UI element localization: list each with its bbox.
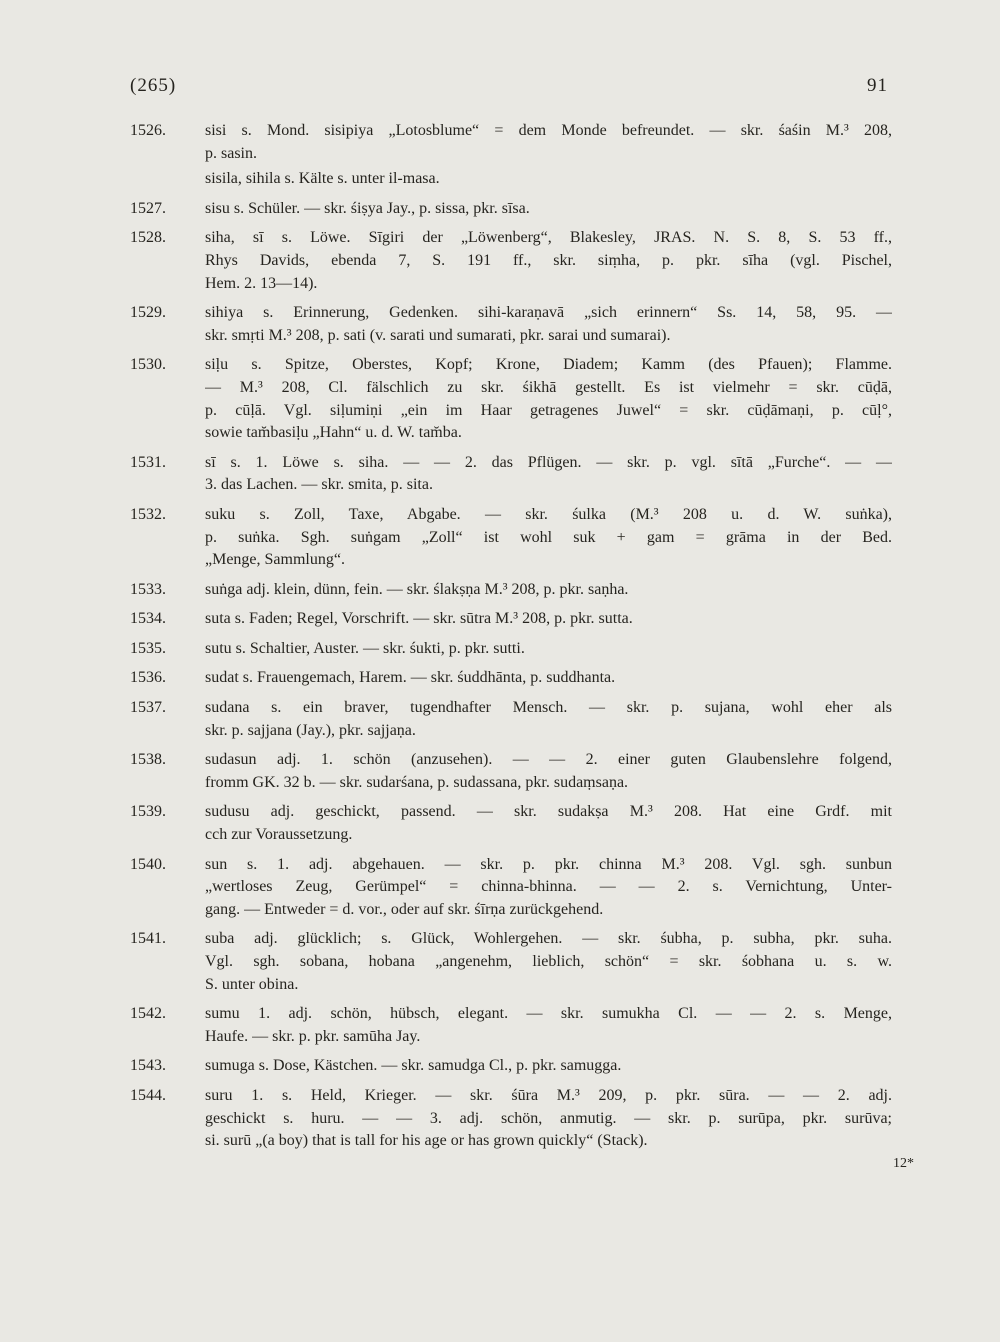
entry-number: 1530. — [130, 356, 166, 374]
dictionary-entry — [130, 504, 892, 572]
dictionary-entry — [130, 667, 892, 690]
entry-line: sumu 1. adj. schön, hübsch, elegant. — skr. sumukha Cl. — — 2. s. Menge, — [205, 1005, 892, 1023]
entry-line: 3. das Lachen. — skr. smita, p. sita. — [205, 476, 433, 494]
entry-number: 1542. — [130, 1005, 166, 1023]
entry-line: p. sasin. — [205, 144, 257, 162]
entry-line: suku s. Zoll, Taxe, Abgabe. — skr. śulka (M.³ 208 u. d. W. suṅka), — [205, 505, 892, 523]
page-number: 91 — [867, 75, 888, 96]
entry-line: sudusu adj. geschickt, passend. — skr. sudakṣa M.³ 208. Hat eine Grdf. mit — [205, 803, 892, 821]
entry-number: 1532. — [130, 505, 166, 523]
entry-number: 1528. — [130, 229, 166, 247]
dictionary-entry — [130, 749, 892, 794]
dictionary-entry — [130, 608, 892, 631]
entry-number: 1531. — [130, 453, 166, 471]
entry-line: si. surū „(a boy) that is tall for his age or has grown quickly“ (Stack). — [205, 1132, 648, 1150]
entry-number: 1533. — [130, 580, 166, 598]
entry-line: gang. — Entweder = d. vor., oder auf skr. śīrṇa zurückgehend. — [205, 900, 604, 918]
dictionary-entries — [130, 120, 892, 1160]
entry-number: 1529. — [130, 304, 166, 322]
dictionary-entry — [130, 120, 892, 165]
entry-line: suru 1. s. Held, Krieger. — skr. śūra M.³ 209, p. pkr. sūra. — — 2. adj. — [205, 1086, 892, 1104]
entry-line: Hem. 2. 13—14). — [205, 274, 318, 292]
dictionary-entry — [130, 801, 892, 846]
entry-line: Rhys Davids, ebenda 7, S. 191 ff., skr. siṃha, p. pkr. sīha (vgl. Pischel, — [205, 251, 892, 269]
entry-number: 1544. — [130, 1086, 166, 1104]
entry-line: sī s. 1. Löwe s. siha. — — 2. das Pflügen. — skr. p. vgl. sītā „Furche“. — — — [205, 453, 892, 471]
dictionary-entry — [130, 1055, 892, 1078]
signature-mark: 12* — [893, 1156, 914, 1171]
entry-line: sudana s. ein braver, tugendhafter Mensch. — skr. p. sujana, wohl eher als — [205, 699, 892, 717]
entry-line: sowie tam̆basiḷu „Hahn“ u. d. W. tam̆ba. — [205, 424, 462, 442]
entry-line: sun s. 1. adj. abgehauen. — skr. p. pkr. chinna M.³ 208. Vgl. sgh. sunbun — [205, 855, 892, 873]
entry-number: 1537. — [130, 699, 166, 717]
entry-number: 1543. — [130, 1057, 166, 1075]
entry-line: skr. smṛti M.³ 208, p. sati (v. sarati und sumarati, pkr. sarai und sumarai). — [205, 326, 671, 344]
entry-number: 1526. — [130, 122, 166, 139]
entry-line: suba adj. glücklich; s. Glück, Wohlergehen. — skr. śubha, p. subha, pkr. suha. — [205, 930, 892, 948]
dictionary-entry — [130, 1003, 892, 1048]
entry-line: p. suṅka. Sgh. suṅgam „Zoll“ ist wohl suk + gam = grāma in der Bed. — [205, 528, 892, 546]
entry-number: 1540. — [130, 855, 166, 873]
entry-line: suta s. Faden; Regel, Vorschrift. — skr. sūtra M.³ 208, p. pkr. sutta. — [205, 610, 633, 628]
entry-line: — M.³ 208, Cl. fälschlich zu skr. śikhā gestellt. Es ist vielmehr = skr. cūḍā, — [205, 378, 892, 396]
entry-number: 1539. — [130, 803, 166, 821]
entry-number: 1538. — [130, 751, 166, 769]
entry-line: sisu s. Schüler. — skr. śiṣya Jay., p. sissa, pkr. sīsa. — [205, 199, 530, 217]
dictionary-entry — [130, 854, 892, 922]
entry-line: p. cūḷā. Vgl. siḷumiṇi „ein im Haar getragenes Juwel“ = skr. cūḍāmaṇi, p. cūḷ°, — [205, 401, 892, 419]
page-number-bracketed: (265) — [130, 75, 177, 96]
entry-number: 1536. — [130, 669, 166, 687]
entry-line: sudat s. Frauengemach, Harem. — skr. śuddhānta, p. suddhanta. — [205, 669, 616, 687]
entry-line: sisila, sihila s. Kälte s. unter il-masa. — [205, 170, 440, 188]
entry-line: suṅga adj. klein, dünn, fein. — skr. ślakṣṇa M.³ 208, p. pkr. saṇha. — [205, 580, 629, 598]
dictionary-entry — [130, 928, 892, 996]
entry-line: Vgl. sgh. sobana, hobana „angenehm, lieblich, schön“ = skr. śobhana u. s. w. — [205, 953, 892, 970]
entry-line: sutu s. Schaltier, Auster. — skr. śukti, p. pkr. sutti. — [205, 639, 525, 657]
entry-line: „Menge, Sammlung“. — [205, 551, 345, 569]
dictionary-entry — [130, 168, 892, 191]
entry-line: sihiya s. Erinnerung, Gedenken. sihi-karaṇavā „sich erinnern“ Ss. 14, 58, 95. — — [205, 304, 892, 322]
entry-line: siḷu s. Spitze, Oberstes, Kopf; Krone, Diadem; Kamm (des Pfauen); Flamme. — [205, 356, 892, 374]
entry-line: siha, sī s. Löwe. Sīgiri der „Löwenberg“, Blakesley, JRAS. N. S. 8, S. 53 ff., — [205, 229, 892, 247]
dictionary-entry — [130, 302, 892, 347]
dictionary-entry — [130, 697, 892, 742]
page-header — [130, 75, 888, 105]
entry-line: cch zur Voraussetzung. — [205, 826, 353, 844]
dictionary-entry — [130, 638, 892, 661]
entry-line: geschickt s. huru. — — 3. adj. schön, anmutig. — skr. p. surūpa, pkr. surūva; — [205, 1109, 892, 1127]
entry-line: „wertloses Zeug, Gerümpel“ = chinna-bhinna. — — 2. s. Vernichtung, Unter- — [205, 878, 892, 896]
entry-number: 1541. — [130, 930, 166, 948]
entry-line: sudasun adj. 1. schön (anzusehen). — — 2. einer guten Glaubenslehre folgend, — [205, 751, 892, 769]
entry-line: skr. p. sajjana (Jay.), pkr. sajjaṇa. — [205, 721, 416, 739]
entry-number: 1534. — [130, 610, 166, 628]
entry-line: fromm GK. 32 b. — skr. sudarśana, p. sudassana, pkr. sudaṃsaṇa. — [205, 773, 629, 791]
dictionary-entry — [130, 1085, 892, 1153]
entry-line: Haufe. — skr. p. pkr. samūha Jay. — [205, 1027, 421, 1045]
dictionary-entry — [130, 227, 892, 295]
entry-line: sisi s. Mond. sisipiya „Lotosblume“ = dem Monde befreundet. — skr. śaśin M.³ 208, — [205, 122, 892, 139]
entry-line: sumuga s. Dose, Kästchen. — skr. samudga Cl., p. pkr. samugga. — [205, 1057, 622, 1075]
entry-number: 1535. — [130, 639, 166, 657]
dictionary-entry — [130, 198, 892, 221]
dictionary-entry — [130, 452, 892, 497]
entry-line: S. unter obina. — [205, 975, 299, 993]
entry-number: 1527. — [130, 199, 166, 217]
dictionary-entry — [130, 354, 892, 444]
dictionary-entry — [130, 579, 892, 602]
